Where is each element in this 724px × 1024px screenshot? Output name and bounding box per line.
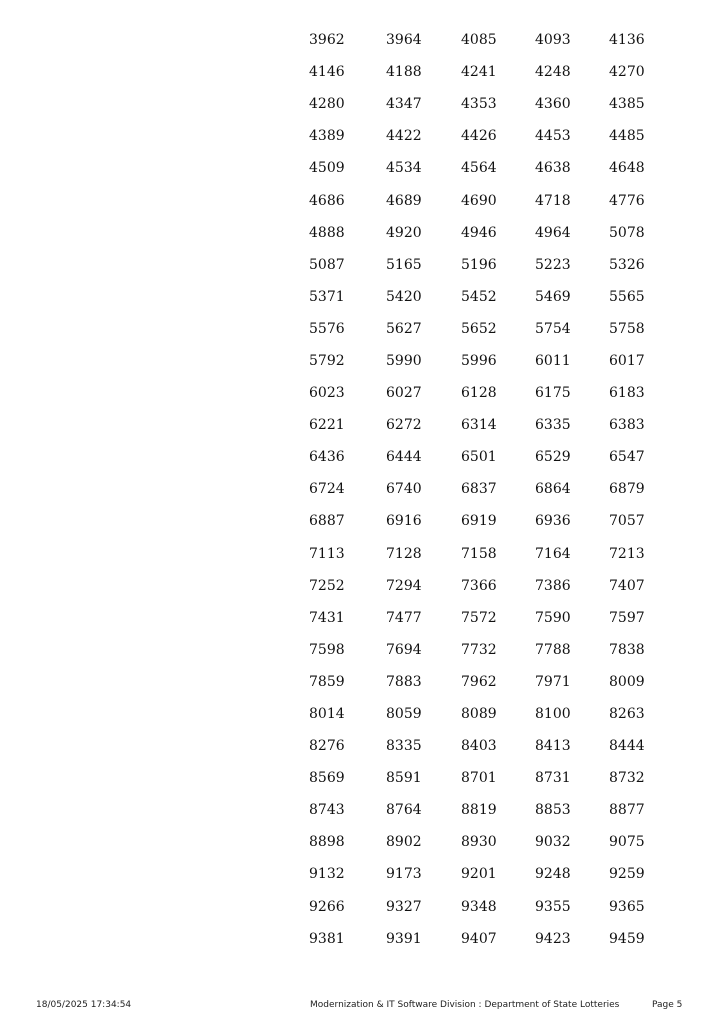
number-cell: 4776 (609, 192, 645, 209)
number-cell: 5565 (609, 288, 645, 305)
number-cell: 5758 (609, 320, 645, 337)
number-cell: 9132 (309, 866, 345, 883)
number-cell: 6547 (609, 449, 645, 466)
number-cell: 6444 (386, 449, 422, 466)
number-cell: 7590 (535, 609, 571, 626)
number-cell: 7788 (535, 641, 571, 658)
number-row (309, 184, 649, 216)
number-cell: 9032 (535, 834, 571, 851)
number-row (309, 762, 649, 794)
number-cell: 6916 (386, 513, 422, 530)
number-cell: 6501 (461, 449, 497, 466)
number-cell: 5223 (535, 256, 571, 273)
number-cell: 4689 (386, 192, 422, 209)
number-cell: 7431 (309, 609, 345, 626)
number-row (309, 570, 649, 602)
number-cell: 4093 (535, 32, 571, 49)
number-cell: 5196 (461, 256, 497, 273)
number-cell: 8059 (386, 706, 422, 723)
number-row (309, 826, 649, 858)
number-cell: 3964 (386, 32, 422, 49)
number-cell: 4964 (535, 224, 571, 241)
number-cell: 5326 (609, 256, 645, 273)
number-cell: 4188 (386, 64, 422, 81)
number-cell: 9407 (461, 930, 497, 947)
number-cell: 9459 (609, 930, 645, 947)
number-cell: 7694 (386, 641, 422, 658)
number-row (309, 377, 649, 409)
number-cell: 8263 (609, 706, 645, 723)
footer-timestamp: 18/05/2025 17:34:54 (36, 1000, 132, 1010)
number-row (309, 473, 649, 505)
number-row (309, 923, 649, 955)
number-cell: 4638 (535, 160, 571, 177)
number-cell: 7962 (461, 673, 497, 690)
number-cell: 4385 (609, 96, 645, 113)
number-cell: 7128 (386, 545, 422, 562)
number-cell: 7598 (309, 641, 345, 658)
number-cell: 7386 (535, 577, 571, 594)
number-cell: 7366 (461, 577, 497, 594)
number-cell: 7883 (386, 673, 422, 690)
number-cell: 6383 (609, 417, 645, 434)
number-cell: 6023 (309, 385, 345, 402)
number-cell: 4270 (609, 64, 645, 81)
number-cell: 5469 (535, 288, 571, 305)
number-row (309, 538, 649, 570)
number-row (309, 794, 649, 826)
number-cell: 6175 (535, 385, 571, 402)
number-cell: 6027 (386, 385, 422, 402)
number-cell: 6724 (309, 481, 345, 498)
number-cell: 5652 (461, 320, 497, 337)
number-cell: 9423 (535, 930, 571, 947)
number-cell: 5371 (309, 288, 345, 305)
number-cell: 5420 (386, 288, 422, 305)
number-cell: 7057 (609, 513, 645, 530)
number-cell: 6017 (609, 352, 645, 369)
number-cell: 7597 (609, 609, 645, 626)
number-cell: 7213 (609, 545, 645, 562)
number-row (309, 409, 649, 441)
number-cell: 9391 (386, 930, 422, 947)
number-cell: 8569 (309, 770, 345, 787)
number-cell: 4888 (309, 224, 345, 241)
number-cell: 8444 (609, 738, 645, 755)
number-row (309, 602, 649, 634)
number-row (309, 441, 649, 473)
number-cell: 4690 (461, 192, 497, 209)
number-cell: 8009 (609, 673, 645, 690)
number-cell: 8819 (461, 802, 497, 819)
number-cell: 6314 (461, 417, 497, 434)
number-cell: 4564 (461, 160, 497, 177)
number-cell: 9355 (535, 898, 571, 915)
footer-page-number: Page 5 (652, 1000, 683, 1010)
number-cell: 8743 (309, 802, 345, 819)
number-row (309, 505, 649, 537)
number-cell: 3962 (309, 32, 345, 49)
number-row (309, 56, 649, 88)
number-cell: 7407 (609, 577, 645, 594)
number-cell: 8898 (309, 834, 345, 851)
number-cell: 4648 (609, 160, 645, 177)
number-cell: 8731 (535, 770, 571, 787)
number-row (309, 345, 649, 377)
number-cell: 7294 (386, 577, 422, 594)
number-cell: 9248 (535, 866, 571, 883)
number-cell: 9201 (461, 866, 497, 883)
number-row (309, 730, 649, 762)
number-cell: 8014 (309, 706, 345, 723)
number-cell: 8930 (461, 834, 497, 851)
number-cell: 9075 (609, 834, 645, 851)
number-cell: 7572 (461, 609, 497, 626)
number-cell: 4422 (386, 128, 422, 145)
number-cell: 6529 (535, 449, 571, 466)
number-row (309, 249, 649, 281)
number-cell: 4353 (461, 96, 497, 113)
number-row (309, 313, 649, 345)
number-cell: 5990 (386, 352, 422, 369)
number-cell: 8276 (309, 738, 345, 755)
number-cell: 4686 (309, 192, 345, 209)
number-cell: 4946 (461, 224, 497, 241)
number-cell: 6183 (609, 385, 645, 402)
number-cell: 8902 (386, 834, 422, 851)
number-cell: 4280 (309, 96, 345, 113)
number-cell: 6272 (386, 417, 422, 434)
number-cell: 6879 (609, 481, 645, 498)
number-cell: 7164 (535, 545, 571, 562)
number-row (309, 120, 649, 152)
number-cell: 4389 (309, 128, 345, 145)
number-cell: 6919 (461, 513, 497, 530)
number-cell: 4920 (386, 224, 422, 241)
number-row (309, 24, 649, 56)
number-row (309, 152, 649, 184)
number-cell: 7252 (309, 577, 345, 594)
number-cell: 7838 (609, 641, 645, 658)
number-cell: 8701 (461, 770, 497, 787)
number-cell: 8089 (461, 706, 497, 723)
number-cell: 4509 (309, 160, 345, 177)
number-cell: 5996 (461, 352, 497, 369)
number-row (309, 88, 649, 120)
number-cell: 5078 (609, 224, 645, 241)
number-cell: 5576 (309, 320, 345, 337)
number-cell: 4085 (461, 32, 497, 49)
number-cell: 9173 (386, 866, 422, 883)
number-cell: 4426 (461, 128, 497, 145)
number-cell: 6740 (386, 481, 422, 498)
number-cell: 8732 (609, 770, 645, 787)
number-cell: 4347 (386, 96, 422, 113)
number-cell: 8335 (386, 738, 422, 755)
number-cell: 5754 (535, 320, 571, 337)
winning-numbers-table (309, 24, 649, 955)
number-cell: 4146 (309, 64, 345, 81)
number-cell: 4453 (535, 128, 571, 145)
number-cell: 8853 (535, 802, 571, 819)
number-cell: 4248 (535, 64, 571, 81)
number-row (309, 698, 649, 730)
number-cell: 8100 (535, 706, 571, 723)
number-cell: 5087 (309, 256, 345, 273)
number-row (309, 858, 649, 890)
number-cell: 9327 (386, 898, 422, 915)
number-cell: 6128 (461, 385, 497, 402)
number-cell: 5165 (386, 256, 422, 273)
number-cell: 9365 (609, 898, 645, 915)
number-cell: 4136 (609, 32, 645, 49)
number-row (309, 634, 649, 666)
number-cell: 7477 (386, 609, 422, 626)
number-cell: 6436 (309, 449, 345, 466)
footer-organization: Modernization & IT Software Division : Department of State Lotteries (310, 1000, 620, 1010)
number-cell: 4241 (461, 64, 497, 81)
number-cell: 9259 (609, 866, 645, 883)
number-cell: 8877 (609, 802, 645, 819)
number-cell: 8403 (461, 738, 497, 755)
number-cell: 6221 (309, 417, 345, 434)
number-cell: 8764 (386, 802, 422, 819)
number-cell: 5452 (461, 288, 497, 305)
number-cell: 7971 (535, 673, 571, 690)
number-cell: 7859 (309, 673, 345, 690)
number-row (309, 217, 649, 249)
number-cell: 9348 (461, 898, 497, 915)
number-cell: 7732 (461, 641, 497, 658)
winning-numbers-body (309, 24, 649, 955)
number-cell: 4360 (535, 96, 571, 113)
number-cell: 6936 (535, 513, 571, 530)
number-cell: 4718 (535, 192, 571, 209)
number-cell: 8591 (386, 770, 422, 787)
number-cell: 7113 (309, 545, 345, 562)
number-cell: 6864 (535, 481, 571, 498)
number-cell: 5792 (309, 352, 345, 369)
number-cell: 7158 (461, 545, 497, 562)
number-cell: 6837 (461, 481, 497, 498)
number-cell: 9266 (309, 898, 345, 915)
number-row (309, 281, 649, 313)
number-row (309, 891, 649, 923)
number-cell: 6887 (309, 513, 345, 530)
number-cell: 6335 (535, 417, 571, 434)
number-cell: 5627 (386, 320, 422, 337)
number-cell: 8413 (535, 738, 571, 755)
number-row (309, 666, 649, 698)
number-cell: 4534 (386, 160, 422, 177)
number-cell: 9381 (309, 930, 345, 947)
number-cell: 6011 (535, 352, 571, 369)
number-cell: 4485 (609, 128, 645, 145)
